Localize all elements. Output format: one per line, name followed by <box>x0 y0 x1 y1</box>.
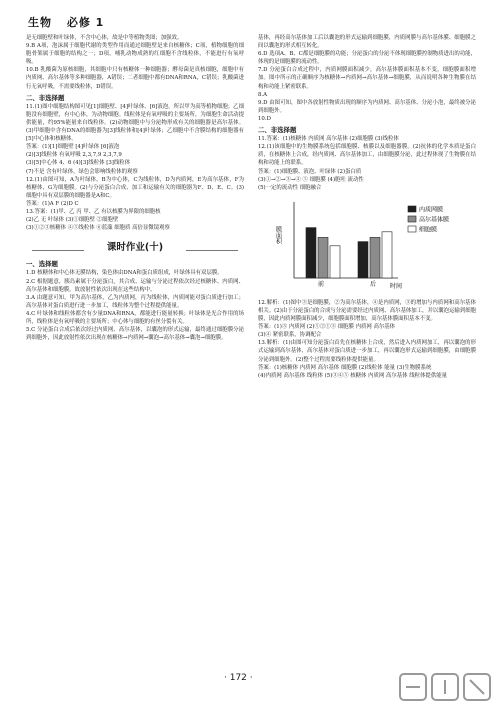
section-heading: 二、非选择题 <box>26 93 65 102</box>
bar-0-2 <box>330 246 340 278</box>
answer-line: (2)[3]线粒体 有氧呼吸 2,3,7,9 2,3,7,9 <box>26 152 122 159</box>
bar-1-1 <box>370 237 380 278</box>
paragraph: 1.D 核糖体和中心体无膜结构，染色体由DNA和蛋白质组成，叶绿体具有双层膜。 <box>26 270 223 277</box>
legend-label: 细胞膜 <box>419 226 438 234</box>
answer-line: 13.答案：(1)甲、乙 丙 甲、乙 有以核膜为界限的细胞核 <box>26 208 161 215</box>
answer-line: 答案：(1)[1]细胞壁 [4]叶绿体 [6]液泡 <box>26 144 120 151</box>
paragraph: 5.C 分泌蛋白合成后依次经过内质网、高尔基体，以囊泡的形式运输，最终通过细胞膜分泌到细胞外，因此放射性依次出现在核糖体→内质网→囊泡→高尔基体→囊泡→细胞膜。 <box>26 327 244 342</box>
paragraph: 7.D 分泌蛋白合成过程中，内质网膜面积减少，高尔基体膜面积基本不变，细胞膜面积增加。图中所示的正确顺序为核糖体→内质网→高尔基体→细胞膜，从而说明各种生物膜在结构和功能上紧密联系。 <box>258 67 476 90</box>
answer-line: (3)①②③核糖体 ④⑤线粒体 ⑥蓝藻 细胞质 高倍显微镜观察 <box>26 225 170 232</box>
paragraph: 3.A 由题意可知，甲为高尔基体，乙为内质网，丙为线粒体，内质网能对蛋白质进行加工；高尔基体对蛋白质进行进一步加工，线粒体为整个过程提供能量。 <box>26 294 244 309</box>
paragraph: 11.(1)图中细胞结构图可见[1]细胞壁、[4]叶绿体、[6]液泡，所以甲为高等植物细胞；乙细胞没有细胞壁，有中心体，为动物细胞。线粒体是有氧呼吸的主要场所，为细胞生命活动提供能量，约95%能量来自线粒体。(2)动物细胞中与分泌物形成有关的细胞器是高尔基体。(3)甲细胞中含有DNA的细胞器为[3]线粒体和[4]叶绿体；乙细胞中不含膜结构的细胞器有[5]中心体和核糖体。 <box>26 103 244 143</box>
paragraph: 4.C 叶绿体和线粒体都含有少量DNA和RNA，都能进行能量转换；叶绿体是光合作用的场所，线粒体是有氧呼吸的主要场所；中心体与细胞的有丝分裂有关。 <box>26 310 244 325</box>
lesson-title: 课时作业(十) <box>26 244 244 252</box>
legend-swatch <box>408 206 416 212</box>
paragraph: 8.A <box>258 91 268 98</box>
answer-line: 答案：(1)核糖体 内质网 高尔基体 细胞膜 (2)线粒体 能量 (3)生物膜系统 <box>258 364 432 371</box>
answer-line: 答案：(1)③ 内质网 (2)⑤②①③ 细胞膜 内质网 高尔基体 <box>258 324 396 331</box>
paragraph: 9.D 由图可知，图中各放射性物质出现的顺序为内质网、高尔基体、分泌小泡，最终被分泌到细胞外。 <box>258 99 476 114</box>
answer-line: (5)一定的流动性 细胞融合 <box>258 184 322 191</box>
answer-line: (2)乙 无 叶绿体 (3)①细胞壁 ②细胞壁 <box>26 217 119 224</box>
paragraph: 6.D 选项A、B、C都是细胞膜的功能；分泌蛋白的分泌不体现细胞膜控制物质进出的功能，体现的是细胞膜的流动性。 <box>258 51 476 66</box>
x-tick-label: 前 <box>318 280 325 288</box>
answer-line: 答案：(1)细胞膜、液泡、叶绿体 (2)蛋白质 <box>258 168 362 175</box>
answer-line: 答案：(1)A F (2)D C <box>26 200 79 207</box>
page-header <box>28 14 104 30</box>
legend-label: 高尔基体膜 <box>419 216 450 224</box>
paragraph: 是无细胞壁和叶绿体，不含中心体，故是中等植物类图；加强效。 <box>26 35 183 41</box>
bar-1-2 <box>382 232 392 278</box>
answer-line: (3)①→②→③→④ ⑤ 细胞膜 (4)胞吐 流动性 <box>258 176 364 183</box>
answer-line: (3)④ 紧密联系，协调配合 <box>258 332 322 339</box>
y-axis-label: 膜面积 <box>274 225 282 244</box>
paragraph: 9.B A项，泡沫属于细胞代谢的类型作用而通过细胞壁是来自核糖体；C项，植物细胞的细胞骨架属于细胞的结构之一；D项，哺乳动物成熟的红细胞不含线粒体，不能进行有氧呼吸。 <box>26 43 244 66</box>
x-axis-label: 时间 <box>390 282 403 290</box>
paragraph: 基体，再经高尔基体加工后以囊泡的形式运输到细胞膜，内质网膜与高尔基体膜、细胞膜之间以囊泡的形式相互转化。 <box>258 35 476 50</box>
bar-1-0 <box>358 241 368 277</box>
paragraph: 12.解析：(1)图中③是细胞膜，②为高尔基体，④是内质网，③的增加与内质网和高尔基体相关。(2)由于分泌蛋白的合成与分泌需要经过内质网、高尔基体加工，并以囊泡运输到细胞膜，因此内质网膜面积减少，细胞膜面积增加，高尔基体膜面积基本不变。 <box>258 299 476 323</box>
paragraph: 10.B 乳酸菌为原核细胞，其细胞中只有核糖体一种细胞器；酵母菌是真核细胞，细胞中有内质网、高尔基体等多种细胞器，A错误；二者细胞中都有DNA和RNA，C错误；乳酸菌进行无氧呼吸，不需要线粒体，D错误。 <box>26 67 244 90</box>
right-column <box>258 34 476 380</box>
paragraph: 2.C 根据题意，胰岛素属于分泌蛋白，其合成、运输与分泌过程依次经过核糖体、内质网、高尔基体和细胞膜，故放射性依次出现在这些结构中。 <box>26 278 244 293</box>
paragraph: 12.(1)该细胞中的生物膜系统包括细胞膜、核膜以及细胞器膜。(2)抗体的化学本质是蛋白质，在核糖体上合成，经内质网、高尔基体加工，由细胞膜分泌，此过程体现了生物膜在结构和功能上的联系。 <box>258 144 476 167</box>
legend-swatch <box>408 226 416 232</box>
paragraph: 13.解析：(1)由图可知分泌蛋白首先在核糖体上合成，然后进入内质网加工，再以囊泡的形式运输到高尔基体，高尔基体对蛋白质进一步加工，再以囊泡形式运输到细胞膜，由细胞膜分泌到细胞外。(2)整个过程需要线粒体提供能量。 <box>258 340 476 363</box>
section-heading: 二、非选择题 <box>258 126 297 135</box>
paragraph: 10.D <box>258 115 271 122</box>
book-label: 必修 1 <box>66 16 105 29</box>
answer-line: 11.答案：(1)核糖体 内质网 高尔基体 (2)细胞膜 (3)线粒体 <box>258 136 399 143</box>
subject-label: 生物 <box>28 16 52 29</box>
watermark-logo <box>396 668 496 712</box>
left-column <box>26 34 244 342</box>
bar-0-1 <box>318 237 328 278</box>
legend-label: 内质网膜 <box>419 206 444 214</box>
x-tick-label: 后 <box>370 280 377 288</box>
legend-swatch <box>408 216 416 222</box>
page-number: · 172 · <box>224 673 253 683</box>
bar-0-0 <box>306 227 316 277</box>
answer-line: (4)内质网 高尔基体 线粒体 (5)③④⑤ 核糖体 内质网 高尔基体 线粒体提供能量 <box>258 372 447 379</box>
section-heading: 一、选择题 <box>26 260 58 269</box>
membrane-area-chart <box>268 196 468 292</box>
answer-line: (3)[5]中心体 4、6 (4)[3]线粒体 [3]线粒体 <box>26 160 131 167</box>
answer-line: (7)不是 含有叶绿体，绿色会影响线粒体的观察 <box>26 168 138 175</box>
paragraph: 12.(1)由图可知，A为叶绿体，B为中心体，C为线粒体，D为内质网，E为高尔基体，F为核糖体，G为细胞膜。(2)与分泌蛋白合成、加工和运输有关的细胞器为F、D、E、C。(3)细胞中具有双层膜的细胞器是A和C。 <box>26 176 244 199</box>
